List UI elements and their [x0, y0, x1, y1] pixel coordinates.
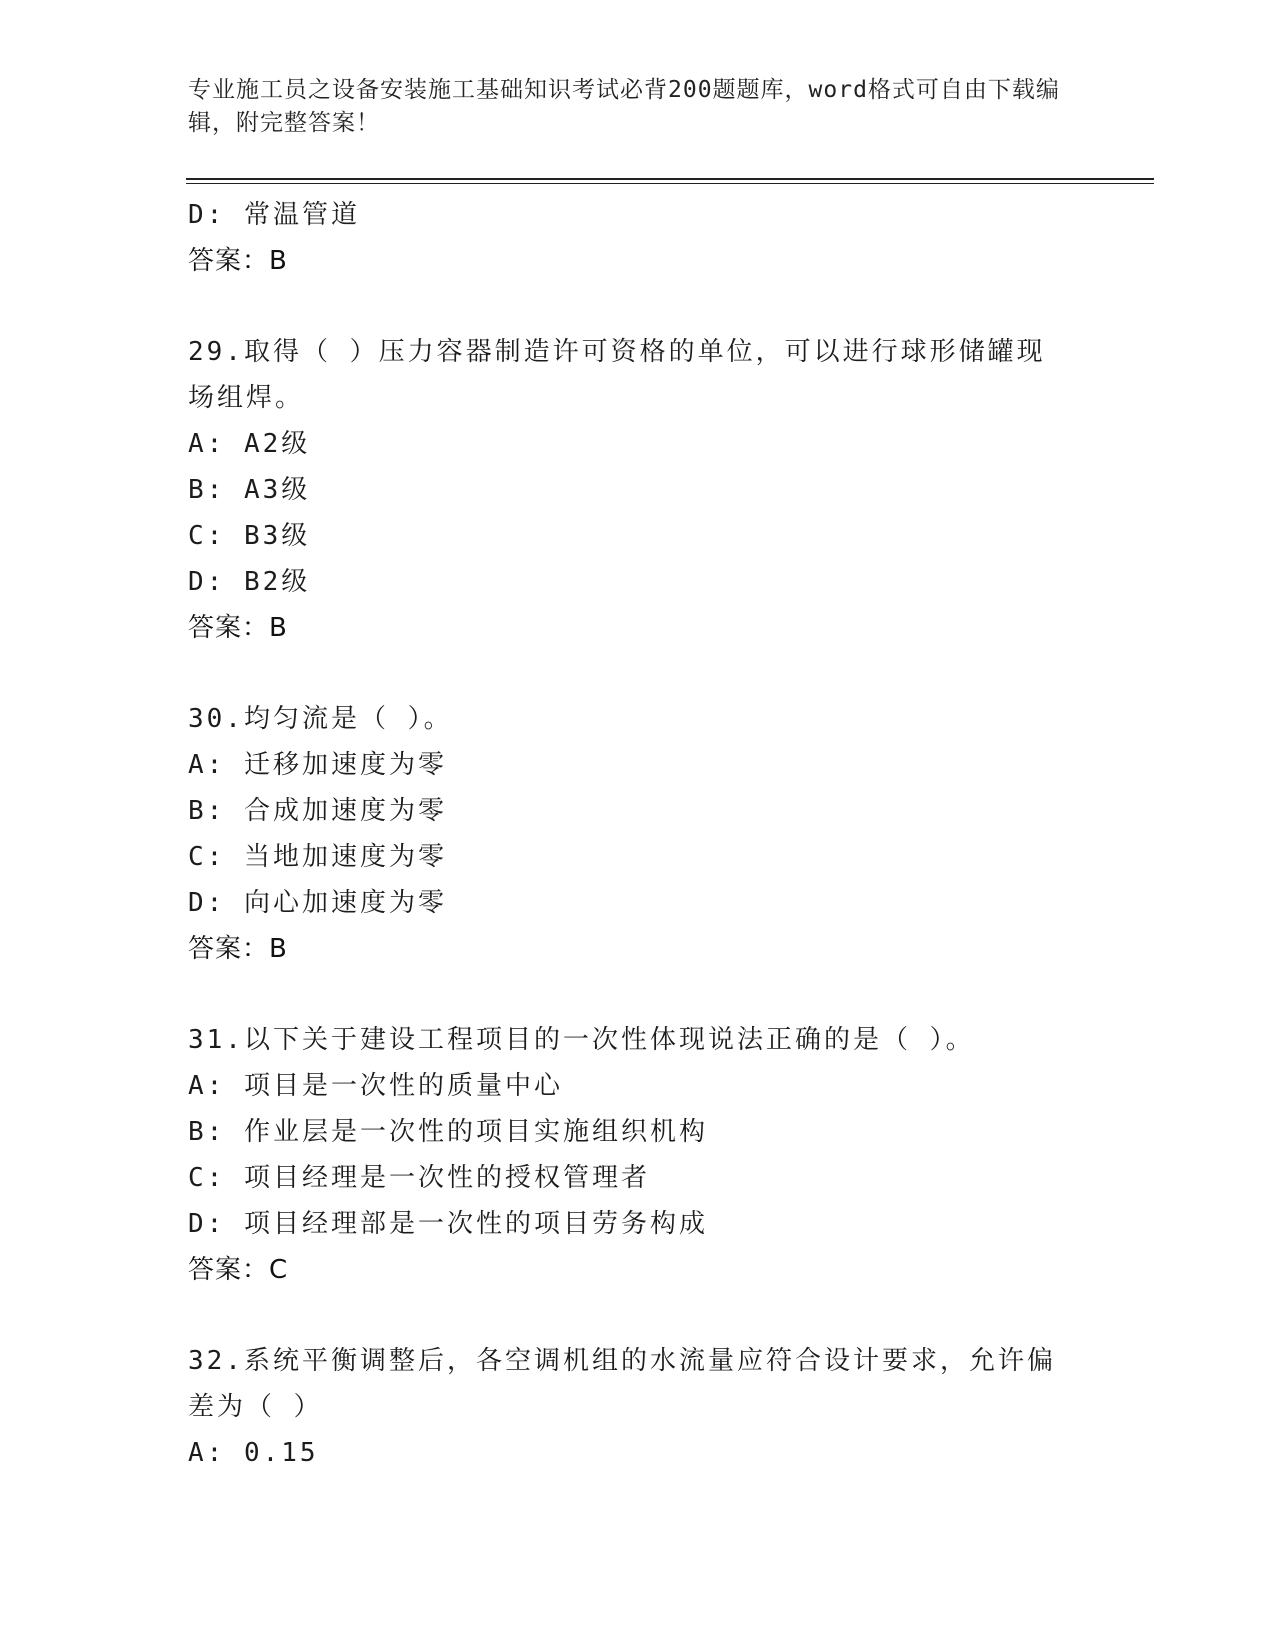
option-a: A: A2级	[188, 429, 311, 459]
option-a: A: 迁移加速度为零	[188, 750, 447, 780]
option-c: C: B3级	[188, 521, 311, 551]
option-c: C: 项目经理是一次性的授权管理者	[188, 1163, 650, 1193]
option-a: A: 项目是一次性的质量中心	[188, 1071, 563, 1101]
question-stem: 29.取得（ ）压力容器制造许可资格的单位，可以进行球形储罐现场组焊。	[188, 337, 1046, 413]
question-list	[188, 192, 1088, 1476]
question-32	[188, 1338, 1088, 1476]
question-31	[188, 1017, 1088, 1293]
header-divider-thick	[186, 178, 1154, 180]
option-d: D: 项目经理部是一次性的项目劳务构成	[188, 1209, 708, 1239]
answer-line: 答案：B	[188, 934, 288, 964]
answer-line: 答案：B	[188, 246, 288, 276]
option-d: D: B2级	[188, 567, 311, 597]
option-b: B: 作业层是一次性的项目实施组织机构	[188, 1117, 708, 1147]
question-stem: 32.系统平衡调整后，各空调机组的水流量应符合设计要求，允许偏差为（ ）	[188, 1346, 1056, 1422]
question-30	[188, 696, 1088, 972]
question-stem: 30.均匀流是（ ）。	[188, 704, 453, 734]
option-d: D: 常温管道	[188, 200, 360, 230]
answer-line: 答案：C	[188, 1255, 289, 1285]
answer-line: 答案：B	[188, 613, 288, 643]
option-a: A: 0.15	[188, 1438, 319, 1468]
option-d: D: 向心加速度为零	[188, 888, 447, 918]
question-stem: 31.以下关于建设工程项目的一次性体现说法正确的是（ ）。	[188, 1025, 975, 1055]
document-header: 专业施工员之设备安装施工基础知识考试必背200题题库，word格式可自由下载编辑，附完整答案！	[188, 77, 1060, 136]
option-b: B: A3级	[188, 475, 311, 505]
previous-question-fragment	[188, 192, 1088, 284]
option-c: C: 当地加速度为零	[188, 842, 447, 872]
question-29	[188, 329, 1088, 651]
option-b: B: 合成加速度为零	[188, 796, 447, 826]
header-divider-thin	[186, 183, 1154, 184]
